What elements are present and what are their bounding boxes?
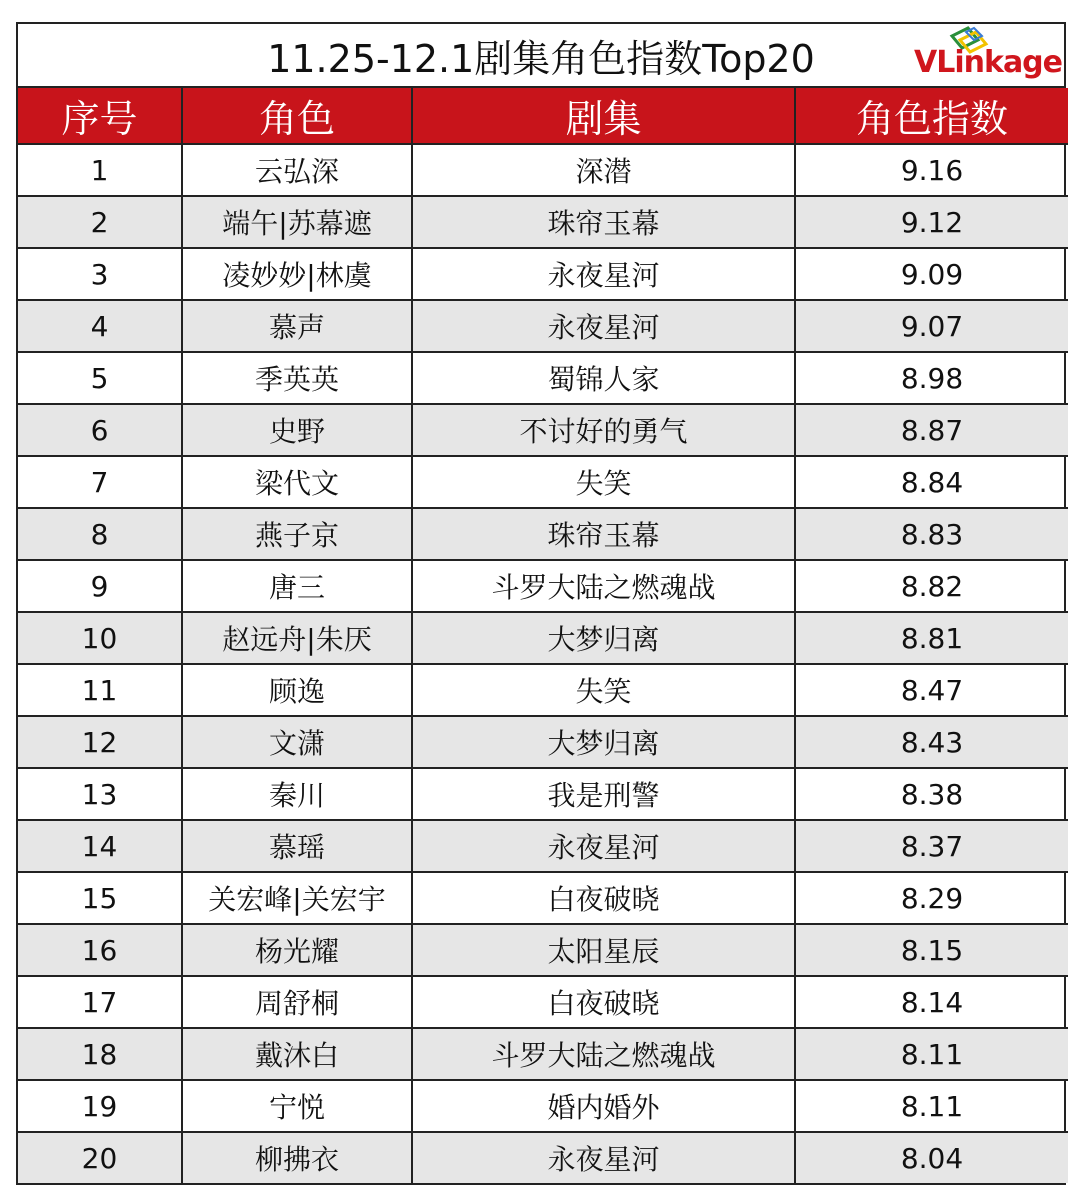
index-cell: 8.81 — [795, 612, 1068, 664]
table-row — [18, 404, 1068, 456]
rank-cell: 18 — [18, 1028, 182, 1080]
index-cell: 8.43 — [795, 716, 1068, 768]
index-cell: 9.09 — [795, 248, 1068, 300]
index-cell: 8.38 — [795, 768, 1068, 820]
drama-cell: 永夜星河 — [412, 248, 795, 300]
drama-cell: 白夜破晓 — [412, 976, 795, 1028]
table-row — [18, 508, 1068, 560]
ranking-table-frame — [16, 22, 1066, 1185]
drama-cell: 失笑 — [412, 456, 795, 508]
table-row — [18, 872, 1068, 924]
table-row — [18, 196, 1068, 248]
rank-cell: 14 — [18, 820, 182, 872]
role-cell: 慕声 — [182, 300, 412, 352]
role-cell: 关宏峰|关宏宇 — [182, 872, 412, 924]
rank-cell: 1 — [18, 144, 182, 196]
index-cell: 8.37 — [795, 820, 1068, 872]
role-cell: 端午|苏幕遮 — [182, 196, 412, 248]
index-cell: 8.11 — [795, 1028, 1068, 1080]
drama-cell: 永夜星河 — [412, 300, 795, 352]
index-cell: 8.82 — [795, 560, 1068, 612]
index-cell: 8.87 — [795, 404, 1068, 456]
column-header-drama: 剧集 — [412, 88, 795, 144]
drama-cell: 永夜星河 — [412, 820, 795, 872]
drama-cell: 深潜 — [412, 144, 795, 196]
index-cell: 8.98 — [795, 352, 1068, 404]
drama-cell: 珠帘玉幕 — [412, 508, 795, 560]
role-cell: 戴沐白 — [182, 1028, 412, 1080]
role-cell: 顾逸 — [182, 664, 412, 716]
drama-cell: 不讨好的勇气 — [412, 404, 795, 456]
index-cell: 9.12 — [795, 196, 1068, 248]
table-row — [18, 820, 1068, 872]
table-row — [18, 716, 1068, 768]
role-cell: 凌妙妙|林虞 — [182, 248, 412, 300]
rank-cell: 13 — [18, 768, 182, 820]
index-cell: 8.83 — [795, 508, 1068, 560]
drama-cell: 失笑 — [412, 664, 795, 716]
drama-cell: 我是刑警 — [412, 768, 795, 820]
drama-cell: 白夜破晓 — [412, 872, 795, 924]
column-header-role: 角色 — [182, 88, 412, 144]
index-cell: 9.07 — [795, 300, 1068, 352]
table-row — [18, 144, 1068, 196]
index-cell: 8.11 — [795, 1080, 1068, 1132]
index-cell: 8.29 — [795, 872, 1068, 924]
page-title: 11.25-12.1剧集角色指数Top20 — [267, 36, 815, 81]
drama-cell: 大梦归离 — [412, 612, 795, 664]
drama-cell: 珠帘玉幕 — [412, 196, 795, 248]
role-cell: 慕瑶 — [182, 820, 412, 872]
table-row — [18, 1080, 1068, 1132]
table-row — [18, 352, 1068, 404]
table-row — [18, 1028, 1068, 1080]
vlinkage-logo — [914, 24, 1064, 86]
table-row — [18, 612, 1068, 664]
role-cell: 梁代文 — [182, 456, 412, 508]
drama-cell: 太阳星辰 — [412, 924, 795, 976]
rank-cell: 11 — [18, 664, 182, 716]
logo-wordmark: VLinkage — [914, 45, 1063, 80]
table-row — [18, 560, 1068, 612]
rank-cell: 10 — [18, 612, 182, 664]
rank-cell: 4 — [18, 300, 182, 352]
drama-cell: 蜀锦人家 — [412, 352, 795, 404]
table-header-row — [18, 88, 1068, 144]
rank-cell: 16 — [18, 924, 182, 976]
table-row — [18, 976, 1068, 1028]
title-bar — [18, 24, 1064, 88]
table-row — [18, 664, 1068, 716]
rank-cell: 15 — [18, 872, 182, 924]
table-row — [18, 248, 1068, 300]
drama-cell: 婚内婚外 — [412, 1080, 795, 1132]
role-cell: 燕子京 — [182, 508, 412, 560]
rank-cell: 19 — [18, 1080, 182, 1132]
index-cell: 8.14 — [795, 976, 1068, 1028]
role-cell: 宁悦 — [182, 1080, 412, 1132]
drama-cell: 永夜星河 — [412, 1132, 795, 1183]
role-cell: 云弘深 — [182, 144, 412, 196]
table-row — [18, 1132, 1068, 1183]
column-header-index: 角色指数 — [795, 88, 1068, 144]
rank-cell: 6 — [18, 404, 182, 456]
rank-cell: 7 — [18, 456, 182, 508]
role-cell: 季英英 — [182, 352, 412, 404]
ranking-table — [18, 88, 1068, 1183]
table-row — [18, 768, 1068, 820]
role-cell: 赵远舟|朱厌 — [182, 612, 412, 664]
rank-cell: 9 — [18, 560, 182, 612]
index-cell: 8.15 — [795, 924, 1068, 976]
index-cell: 8.84 — [795, 456, 1068, 508]
drama-cell: 斗罗大陆之燃魂战 — [412, 560, 795, 612]
rank-cell: 12 — [18, 716, 182, 768]
rank-cell: 5 — [18, 352, 182, 404]
role-cell: 文潇 — [182, 716, 412, 768]
role-cell: 史野 — [182, 404, 412, 456]
column-header-rank: 序号 — [18, 88, 182, 144]
index-cell: 8.04 — [795, 1132, 1068, 1183]
role-cell: 唐三 — [182, 560, 412, 612]
rank-cell: 20 — [18, 1132, 182, 1183]
role-cell: 周舒桐 — [182, 976, 412, 1028]
rank-cell: 8 — [18, 508, 182, 560]
index-cell: 9.16 — [795, 144, 1068, 196]
rank-cell: 17 — [18, 976, 182, 1028]
drama-cell: 斗罗大陆之燃魂战 — [412, 1028, 795, 1080]
table-row — [18, 300, 1068, 352]
role-cell: 柳拂衣 — [182, 1132, 412, 1183]
index-cell: 8.47 — [795, 664, 1068, 716]
rank-cell: 3 — [18, 248, 182, 300]
role-cell: 杨光耀 — [182, 924, 412, 976]
role-cell: 秦川 — [182, 768, 412, 820]
table-row — [18, 924, 1068, 976]
drama-cell: 大梦归离 — [412, 716, 795, 768]
table-row — [18, 456, 1068, 508]
rank-cell: 2 — [18, 196, 182, 248]
